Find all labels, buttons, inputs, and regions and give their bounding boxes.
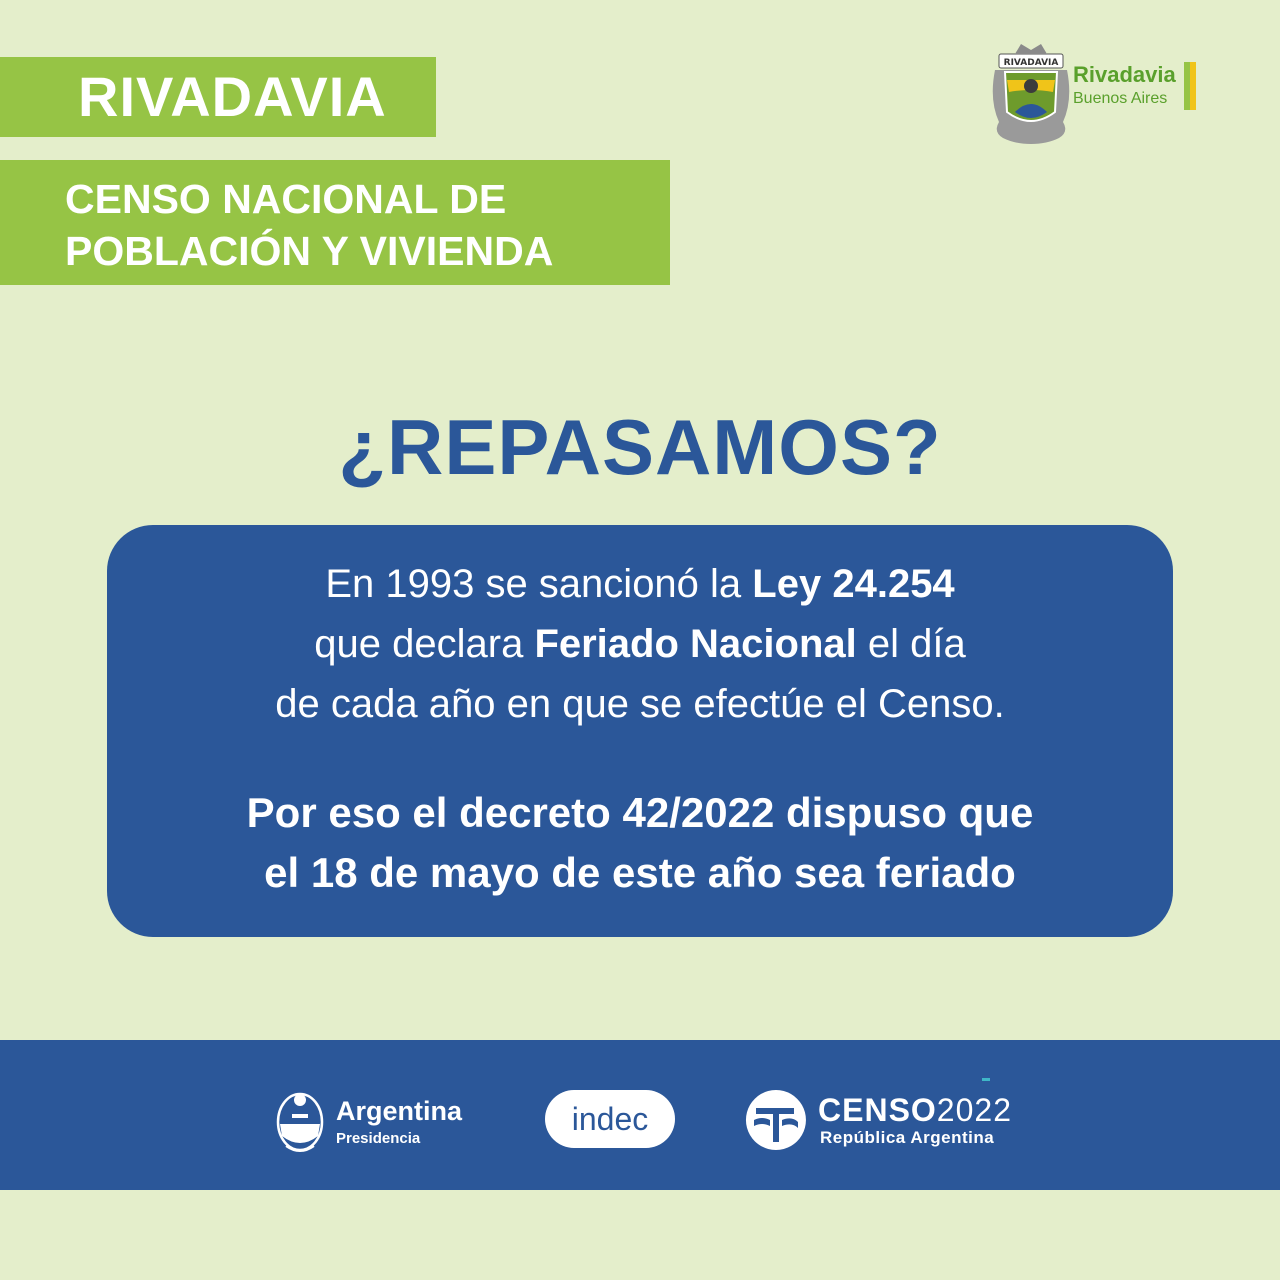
info-paragraph-2 (107, 783, 1173, 903)
censo-2022-logo (742, 1086, 1042, 1156)
para2-line-2: el 18 de mayo de este año sea feriado (264, 849, 1016, 896)
para1-line-2 (107, 614, 1173, 674)
argentina-shield-icon (272, 1084, 328, 1158)
rivadavia-logo (985, 40, 1215, 150)
info-paragraph-1 (107, 554, 1173, 734)
argentina-presidencia-logo (272, 1084, 492, 1158)
holiday-label: Feriado Nacional (534, 622, 857, 666)
info-panel (107, 525, 1173, 937)
censo-accent-dash (982, 1078, 990, 1081)
law-number: Ley 24.254 (752, 562, 955, 606)
censo-year: 2022 (936, 1092, 1012, 1128)
city-tag (0, 57, 436, 137)
para1-line-1 (107, 554, 1173, 614)
para2-line-1: Por eso el decreto 42/2022 dispuso que (246, 789, 1034, 836)
censo-emblem-icon (742, 1086, 810, 1154)
rivadavia-logo-text (1073, 62, 1190, 110)
page-heading: ¿REPASAMOS? (338, 403, 942, 491)
logo-subtitle: Buenos Aires (1073, 90, 1168, 107)
footer-bar (0, 1040, 1280, 1190)
para1-line-3: de cada año en que se efectúe el Censo. (275, 682, 1005, 726)
indec-logo: indec (545, 1090, 675, 1148)
argentina-name: Argentina (336, 1096, 463, 1126)
census-tag-line-1: CENSO NACIONAL DE (65, 176, 507, 222)
rivadavia-crest-icon (985, 40, 1077, 150)
city-tag-label: RIVADAVIA (78, 65, 387, 128)
census-tag (0, 160, 670, 285)
logo-name: Rivadavia (1073, 62, 1176, 87)
censo-subtitle: República Argentina (820, 1128, 995, 1147)
censo-title (818, 1092, 1012, 1129)
census-tag-line-2: POBLACIÓN Y VIVIENDA (65, 228, 554, 274)
crest-banner-text: RIVADAVIA (1003, 58, 1059, 68)
censo-word: CENSO (818, 1092, 937, 1128)
para1-line1-text: En 1993 se sancionó la (325, 562, 753, 606)
para1-line2-post: el día (856, 622, 966, 666)
argentina-subtitle: Presidencia (336, 1130, 421, 1147)
para1-line2-pre: que declara (314, 622, 535, 666)
